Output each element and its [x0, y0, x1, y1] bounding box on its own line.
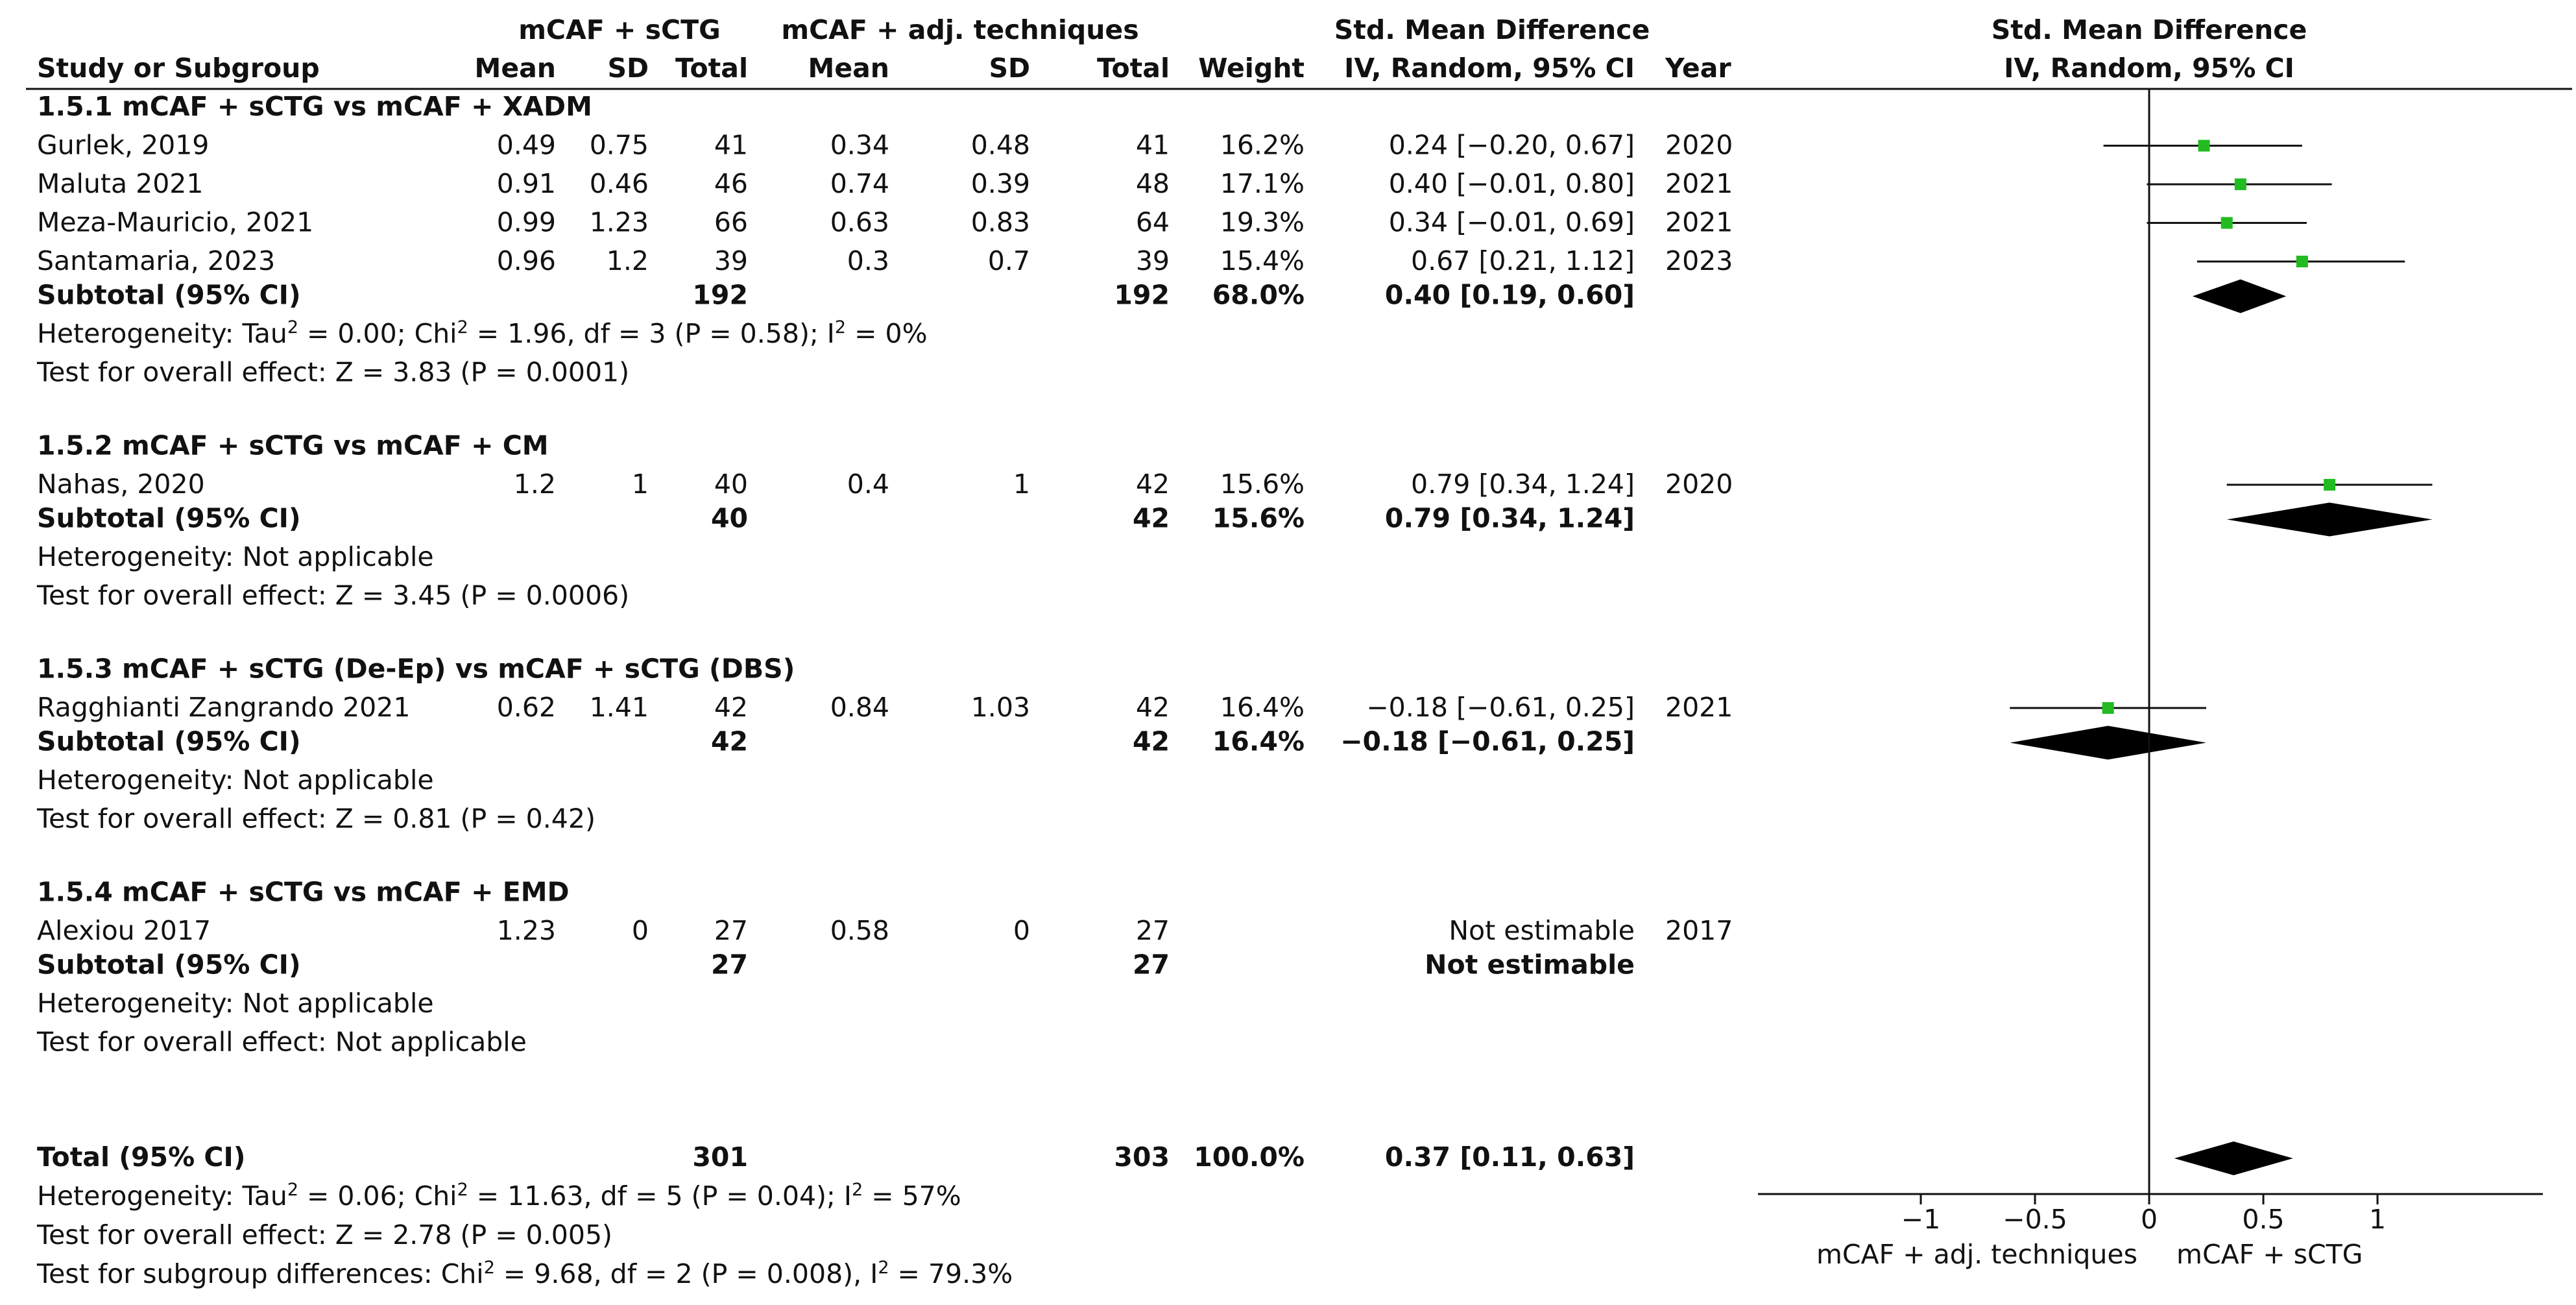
study-ci-text: Not estimable [1449, 915, 1635, 946]
study-total-e: 41 [714, 129, 748, 161]
total-overall-effect: Test for overall effect: Z = 2.78 (P = 0.005) [37, 1219, 613, 1250]
subgroup-heterogeneity-part: Heterogeneity: Not applicable [37, 541, 434, 572]
subtotal-total-c: 192 [1114, 279, 1170, 311]
study-point [2235, 178, 2246, 190]
subtotal-weight: 15.6% [1212, 502, 1305, 534]
study-weight: 17.1% [1220, 168, 1305, 199]
subtotal-label: Subtotal (95% CI) [37, 502, 301, 534]
total-heterogeneity [37, 1180, 961, 1212]
subgroup-overall-effect: Test for overall effect: Z = 3.45 (P = 0.0006) [37, 579, 630, 611]
col-total-e: Total [675, 53, 748, 84]
study-sd-c: 0.48 [970, 129, 1030, 161]
subtotal-total-c: 42 [1132, 726, 1170, 757]
study-name: Nahas, 2020 [37, 469, 205, 500]
subgroup-heterogeneity-part: Heterogeneity: Tau [37, 318, 287, 349]
favours-left-label: mCAF + adj. techniques [1816, 1239, 2137, 1270]
study-mean-e: 0.49 [496, 129, 556, 161]
study-total-c: 48 [1135, 168, 1170, 199]
study-year: 2023 [1665, 245, 1733, 276]
subgroup-heterogeneity-part: Heterogeneity: Not applicable [37, 764, 434, 796]
plot-subtitle: IV, Random, 95% CI [2004, 53, 2294, 84]
subgroup-heterogeneity-part: = 0% [846, 318, 928, 349]
study-mean-c: 0.63 [830, 206, 889, 238]
col-sd-c: SD [989, 53, 1030, 84]
col-mean-e: Mean [474, 53, 556, 84]
study-weight: 15.6% [1220, 469, 1305, 500]
study-name: Santamaria, 2023 [37, 245, 276, 276]
study-mean-e: 1.2 [513, 469, 556, 500]
subgroup-overall-effect: Test for overall effect: Not applicable [37, 1026, 527, 1058]
study-ci-text: −0.18 [−0.61, 0.25] [1366, 692, 1635, 723]
study-year: 2017 [1665, 915, 1733, 946]
col-effect: IV, Random, 95% CI [1344, 53, 1635, 84]
total-weight: 100.0% [1194, 1141, 1305, 1173]
study-year: 2021 [1665, 692, 1733, 723]
study-name: Gurlek, 2019 [37, 129, 210, 161]
total-heterogeneity-part: 2 [851, 1180, 863, 1200]
study-point [2324, 479, 2335, 491]
subgroup-heterogeneity-part: 2 [287, 317, 299, 337]
subgroup-title: 1.5.3 mCAF + sCTG (De-Ep) vs mCAF + sCTG (DBS) [37, 653, 795, 685]
subtotal-label: Subtotal (95% CI) [37, 726, 301, 757]
subgroup-differences-part: = 79.3% [889, 1258, 1013, 1289]
study-mean-e: 0.62 [496, 692, 556, 723]
subgroup-overall-effect: Test for overall effect: Z = 3.83 (P = 0.0001) [37, 356, 630, 388]
study-total-c: 64 [1135, 206, 1170, 238]
subgroup-heterogeneity-part: Heterogeneity: Not applicable [37, 988, 434, 1019]
subtotal-weight: 16.4% [1212, 726, 1305, 757]
subtotal-weight: 68.0% [1212, 279, 1305, 311]
ctrl-group-header: mCAF + adj. techniques [781, 14, 1139, 45]
total-heterogeneity-part: = 57% [863, 1180, 961, 1212]
x-tick-label: 0 [2140, 1204, 2158, 1235]
study-sd-e: 0.46 [589, 168, 649, 199]
x-tick-label: 1 [2368, 1204, 2387, 1235]
total-total-e: 301 [692, 1141, 748, 1173]
study-sd-c: 1.03 [970, 692, 1030, 723]
subtotal-ci-text: 0.40 [0.19, 0.60] [1384, 279, 1635, 311]
study-sd-c: 0 [1013, 915, 1030, 946]
subtotal-ci-text: 0.79 [0.34, 1.24] [1384, 502, 1635, 534]
study-sd-e: 0 [631, 915, 649, 946]
study-name: Ragghianti Zangrando 2021 [37, 692, 411, 723]
subtotal-total-e: 40 [710, 502, 748, 534]
study-total-c: 27 [1135, 915, 1170, 946]
subtotal-label: Subtotal (95% CI) [37, 949, 301, 981]
study-mean-e: 0.99 [496, 206, 556, 238]
total-heterogeneity-part: 2 [457, 1180, 468, 1200]
subgroup-heterogeneity [37, 317, 928, 349]
study-sd-c: 0.39 [970, 168, 1030, 199]
total-diamond [2174, 1141, 2293, 1175]
subtotal-total-c: 42 [1132, 502, 1170, 534]
study-sd-c: 1 [1013, 469, 1030, 500]
subgroup-differences [36, 1258, 1013, 1289]
study-total-e: 46 [714, 168, 748, 199]
study-point [2221, 217, 2233, 229]
study-sd-e: 1.2 [606, 245, 649, 276]
study-total-e: 40 [714, 469, 748, 500]
subgroup-heterogeneity [37, 541, 434, 572]
study-total-e: 42 [714, 692, 748, 723]
subgroup-title: 1.5.1 mCAF + sCTG vs mCAF + XADM [37, 91, 592, 122]
study-point [2198, 140, 2209, 152]
x-tick-label: −0.5 [2003, 1204, 2067, 1235]
study-total-e: 27 [714, 915, 748, 946]
effect-title: Std. Mean Difference [1334, 14, 1650, 45]
col-study: Study or Subgroup [37, 53, 320, 84]
subtotal-diamond [2227, 503, 2433, 537]
study-sd-c: 0.83 [970, 206, 1030, 238]
study-mean-c: 0.4 [847, 469, 889, 500]
study-year: 2020 [1665, 469, 1733, 500]
plot-title: Std. Mean Difference [1991, 14, 2307, 45]
subtotal-ci-text: Not estimable [1425, 949, 1635, 981]
subtotal-total-e: 42 [710, 726, 748, 757]
favours-right-label: mCAF + sCTG [2176, 1239, 2363, 1270]
subgroup-heterogeneity [37, 988, 434, 1019]
subtotal-total-c: 27 [1132, 949, 1170, 981]
subgroup-differences-part: Test for subgroup differences: Chi [37, 1258, 484, 1289]
study-ci-text: 0.79 [0.34, 1.24] [1411, 469, 1635, 500]
study-sd-e: 1 [631, 469, 649, 500]
total-label: Total (95% CI) [37, 1141, 246, 1173]
study-sd-c: 0.7 [987, 245, 1030, 276]
study-total-c: 42 [1135, 692, 1170, 723]
x-tick-label: 0.5 [2242, 1204, 2285, 1235]
study-year: 2020 [1665, 129, 1733, 161]
study-ci-text: 0.40 [−0.01, 0.80] [1388, 168, 1635, 199]
subtotal-total-e: 27 [710, 949, 748, 981]
study-weight: 15.4% [1220, 245, 1305, 276]
study-weight: 16.2% [1220, 129, 1305, 161]
study-ci-text: 0.67 [0.21, 1.12] [1411, 245, 1635, 276]
subgroup-heterogeneity [37, 764, 434, 796]
study-mean-c: 0.58 [830, 915, 889, 946]
study-sd-e: 1.41 [589, 692, 649, 723]
exp-group-header: mCAF + sCTG [518, 14, 721, 45]
total-ci-text: 0.37 [0.11, 0.63] [1384, 1141, 1635, 1173]
study-mean-e: 1.23 [496, 915, 556, 946]
study-total-e: 66 [714, 206, 748, 238]
study-point [2102, 702, 2114, 714]
subgroup-heterogeneity-part: 2 [457, 317, 468, 337]
subgroup-heterogeneity-part: 2 [834, 317, 847, 337]
study-total-c: 42 [1135, 469, 1170, 500]
subtotal-label: Subtotal (95% CI) [37, 279, 301, 311]
study-sd-e: 0.75 [589, 129, 649, 161]
study-point [2296, 256, 2308, 267]
study-total-e: 39 [714, 245, 748, 276]
study-mean-e: 0.96 [496, 245, 556, 276]
study-weight: 19.3% [1220, 206, 1305, 238]
study-mean-c: 0.84 [830, 692, 889, 723]
study-year: 2021 [1665, 206, 1733, 238]
subtotal-diamond [2193, 280, 2286, 313]
study-ci-text: 0.34 [−0.01, 0.69] [1388, 206, 1635, 238]
subtotal-ci-text: −0.18 [−0.61, 0.25] [1340, 726, 1635, 757]
study-weight: 16.4% [1220, 692, 1305, 723]
study-mean-c: 0.3 [847, 245, 889, 276]
study-sd-e: 1.23 [589, 206, 649, 238]
total-heterogeneity-part: Heterogeneity: Tau [37, 1180, 287, 1212]
study-name: Maluta 2021 [37, 168, 204, 199]
total-heterogeneity-part: = 0.06; Chi [298, 1180, 457, 1212]
subgroup-differences-part: = 9.68, df = 2 (P = 0.008), I [494, 1258, 878, 1289]
subgroup-differences-part: 2 [878, 1258, 889, 1278]
subgroup-title: 1.5.4 mCAF + sCTG vs mCAF + EMD [37, 876, 570, 908]
subtotal-total-e: 192 [692, 279, 748, 311]
col-sd-e: SD [607, 53, 649, 84]
subgroup-differences-part: 2 [483, 1258, 495, 1278]
x-tick-label: −1 [1901, 1204, 1941, 1235]
total-heterogeneity-part: 2 [287, 1180, 299, 1200]
study-mean-c: 0.34 [830, 129, 889, 161]
study-total-c: 39 [1135, 245, 1170, 276]
col-weight: Weight [1198, 53, 1305, 84]
col-mean-c: Mean [808, 53, 889, 84]
col-year: Year [1665, 53, 1731, 84]
subgroup-heterogeneity-part: = 1.96, df = 3 (P = 0.58); I [468, 318, 835, 349]
subgroup-overall-effect: Test for overall effect: Z = 0.81 (P = 0.42) [37, 803, 596, 835]
study-total-c: 41 [1135, 129, 1170, 161]
study-mean-e: 0.91 [496, 168, 556, 199]
total-total-c: 303 [1114, 1141, 1170, 1173]
study-name: Meza-Mauricio, 2021 [37, 206, 314, 238]
study-year: 2021 [1665, 168, 1733, 199]
study-name: Alexiou 2017 [37, 915, 211, 946]
total-heterogeneity-part: = 11.63, df = 5 (P = 0.04); I [468, 1180, 852, 1212]
study-ci-text: 0.24 [−0.20, 0.67] [1388, 129, 1635, 161]
subgroup-heterogeneity-part: = 0.00; Chi [298, 318, 457, 349]
subgroup-title: 1.5.2 mCAF + sCTG vs mCAF + CM [37, 430, 549, 461]
subtotal-diamond [2010, 726, 2206, 760]
study-mean-c: 0.74 [830, 168, 889, 199]
col-total-c: Total [1096, 53, 1170, 84]
